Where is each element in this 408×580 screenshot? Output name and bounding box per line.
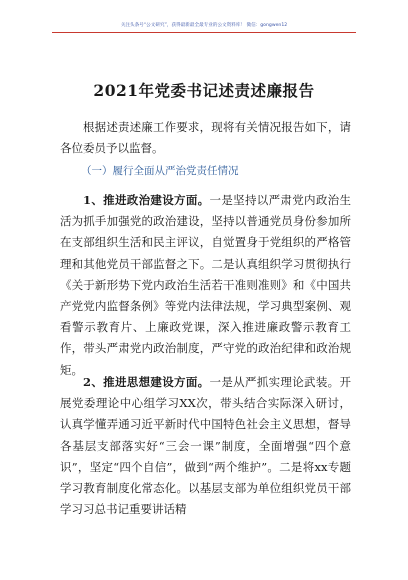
paragraph-body: 一是从严抓实理论武装。开展党委理论中心组学习XX次，带头结合实际深入研讨，认真学懂弄通习近平新时代中国特色社会主义思想，督导各基层支部落实好“三会一课”制度，全面增强“四个意识”，坚定“四个自信”，做到“两个维护”。二是将xx专题学习教育制度化常态化。以基层支部为单位组织党员干部学习习总书记重要讲话精 xyxy=(60,375,351,517)
document-title: 2021年党委书记述责述廉报告 xyxy=(93,81,315,100)
paragraph-political-construction xyxy=(60,190,351,381)
header-banner: 关注头条号“公文研究”，获得最新最全最专业的公文资料库！ 微信：gongwen12 xyxy=(120,23,288,28)
paragraph-heading: 1、推进政治建设方面。 xyxy=(83,193,210,207)
section-heading: （一）履行全面从严治党责任情况 xyxy=(81,165,239,177)
intro-paragraph: 根据述责述廉工作要求，现将有关情况报告如下，请各位委员予以监督。 xyxy=(60,120,351,156)
paragraph-ideological-construction xyxy=(60,372,351,520)
paragraph-heading: 2、推进思想建设方面。 xyxy=(83,375,210,389)
paragraph-body: 一是坚持以严肃党内政治生活为抓手加强党的政治建设，坚持以普通党员身份参加所在支部组织生活和民主评议，自觉置身于党组织的严格管理和其他党员干部监督之下。二是认真组织学习贯彻执行《关于新形势下党内政治生活若干准则准则》和《中国共产党党内监督条例》等党内法律法规，学习典型案例、观看警示教育片、上廉政党课，深入推进廉政警示教育工作，带头严肃党内政治制度，严守党的政治纪律和政治规矩。 xyxy=(60,193,351,377)
header-divider xyxy=(52,32,356,33)
